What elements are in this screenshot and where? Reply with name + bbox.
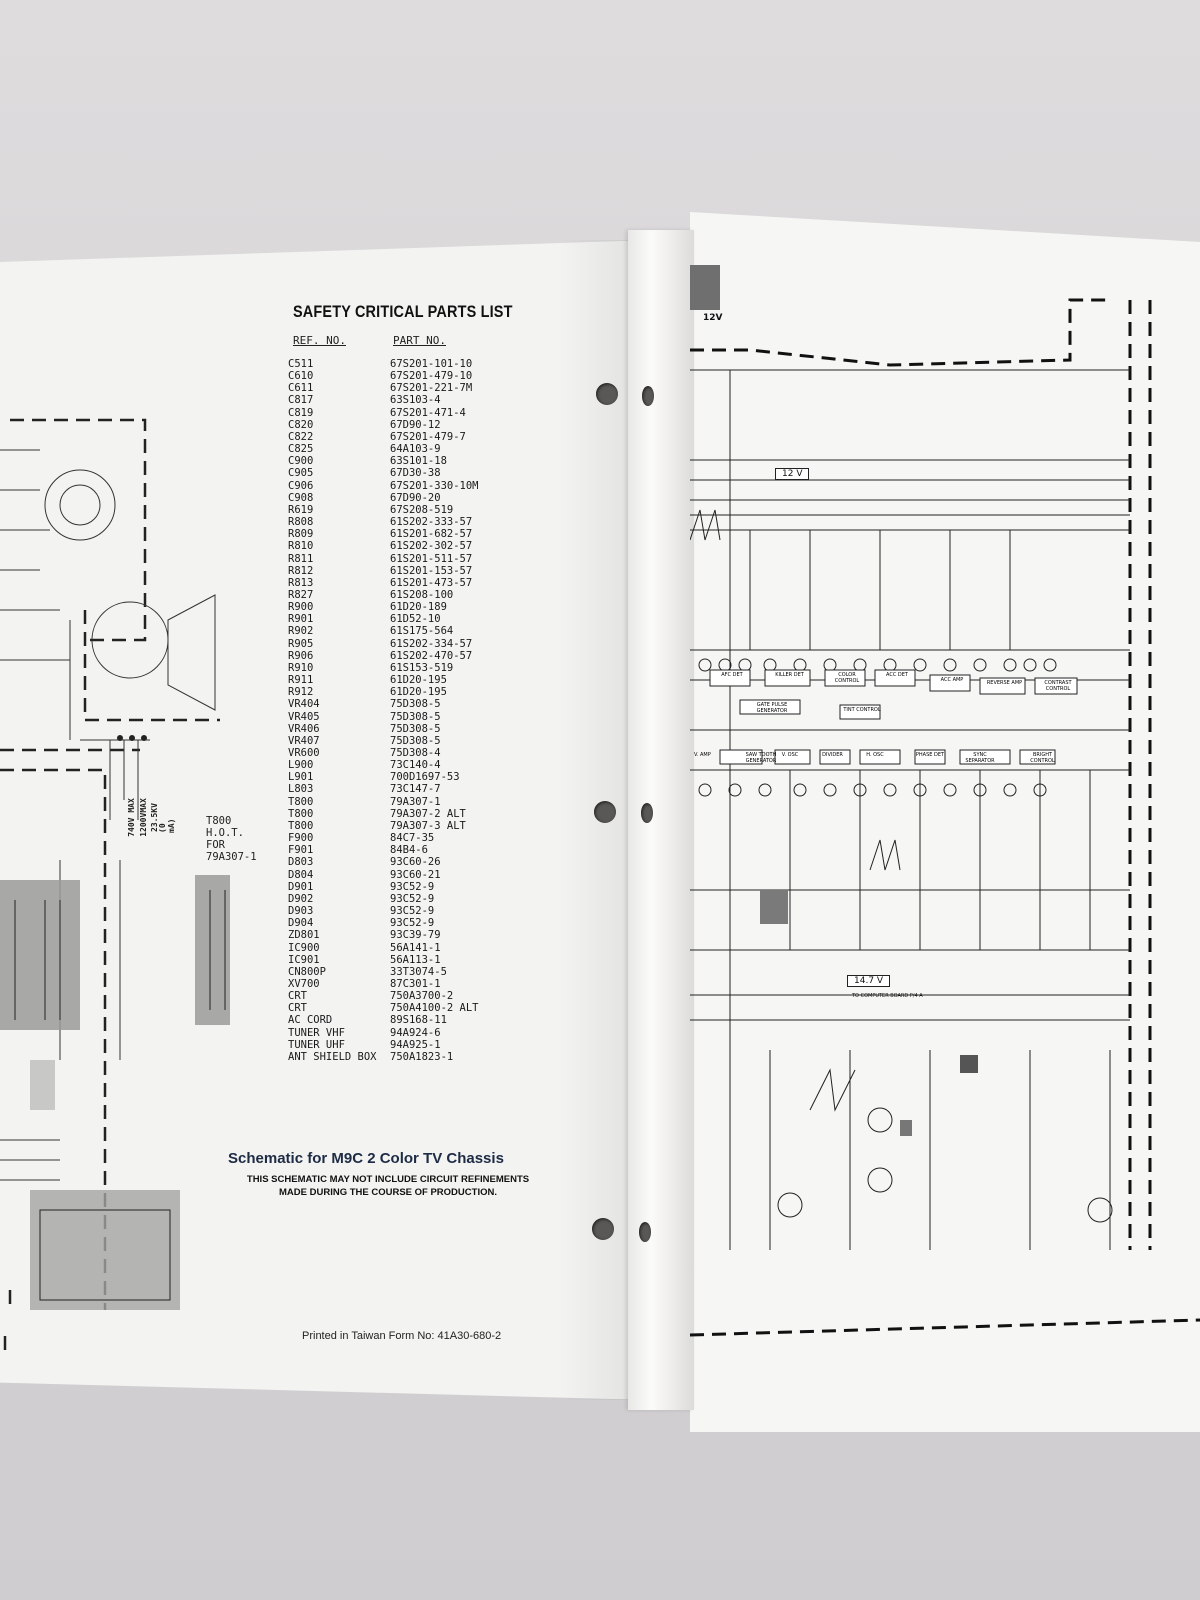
parts-list-row xyxy=(288,723,548,735)
part-number: 67D90-12 xyxy=(390,418,441,431)
parts-list-row xyxy=(288,942,548,954)
parts-list-row xyxy=(288,625,548,637)
part-number: 93C52-9 xyxy=(390,905,435,918)
parts-list-row xyxy=(288,455,548,467)
part-number: 56A113-1 xyxy=(390,953,441,966)
part-number: 61S201-473-57 xyxy=(390,576,473,589)
part-number: 63S101-18 xyxy=(390,455,447,468)
part-number: 67S201-471-4 xyxy=(390,406,466,419)
parts-list-row xyxy=(288,929,548,941)
part-number: 61D52-10 xyxy=(390,613,441,626)
parts-list-row xyxy=(288,796,548,808)
part-number: 61D20-189 xyxy=(390,601,447,614)
parts-list-row xyxy=(288,771,548,783)
part-number: 79A307-3 ALT xyxy=(390,819,466,832)
ref-number: VR407 xyxy=(288,734,320,747)
ref-number: ZD801 xyxy=(288,929,320,942)
part-number: 89S168-11 xyxy=(390,1014,447,1027)
ref-number: F900 xyxy=(288,832,314,845)
ref-number: R827 xyxy=(288,588,314,601)
part-number: 61S201-511-57 xyxy=(390,552,473,565)
part-number: 84B4-6 xyxy=(390,844,428,857)
block-bright-control: BRIGHT CONTROL xyxy=(1030,752,1055,764)
ref-number: L803 xyxy=(288,783,314,796)
parts-list-row xyxy=(288,674,548,686)
hv-label-4: (0 mA) xyxy=(158,818,176,833)
ref-number: C610 xyxy=(288,370,314,383)
left-schematic xyxy=(0,260,230,1370)
part-number: 93C60-26 xyxy=(390,856,441,869)
block-acc-amp: ACC AMP xyxy=(940,677,964,683)
ref-number: C611 xyxy=(288,382,314,395)
parts-list-row xyxy=(288,990,548,1002)
parts-list-row xyxy=(288,565,548,577)
t800-note-line: T800 xyxy=(206,815,232,827)
parts-list-title: SAFETY CRITICAL PARTS LIST xyxy=(293,302,513,321)
parts-list-row xyxy=(288,540,548,552)
parts-list-row xyxy=(288,443,548,455)
part-number: 61D20-195 xyxy=(390,686,447,699)
part-number: 61S202-302-57 xyxy=(390,540,473,553)
part-number: 61S202-334-57 xyxy=(390,637,473,650)
part-number: 93C39-79 xyxy=(390,929,441,942)
parts-list-row xyxy=(288,1002,548,1014)
part-number: 64A103-9 xyxy=(390,443,441,456)
part-number: 67D90-20 xyxy=(390,491,441,504)
ref-number: T800 xyxy=(288,795,314,808)
part-number: 75D308-5 xyxy=(390,734,441,747)
ref-number: C822 xyxy=(288,430,314,443)
parts-list-row xyxy=(288,1027,548,1039)
parts-list-row xyxy=(288,419,548,431)
parts-list-row xyxy=(288,966,548,978)
block-saw-tooth: SAW TOOTH GENERATOR xyxy=(745,752,777,764)
ref-number: R902 xyxy=(288,625,314,638)
part-number: 61S202-470-57 xyxy=(390,649,473,662)
binder-hole-middle-right xyxy=(641,803,653,823)
ref-number: C511 xyxy=(288,358,314,370)
ref-number: R619 xyxy=(288,503,314,516)
ref-number: R900 xyxy=(288,601,314,614)
page-fold xyxy=(628,230,694,1410)
ref-number: T800 xyxy=(288,819,314,832)
parts-list-row xyxy=(288,893,548,905)
parts-list-row xyxy=(288,1039,548,1051)
parts-list-row xyxy=(288,832,548,844)
ref-number: C908 xyxy=(288,491,314,504)
part-number: 61S153-519 xyxy=(390,661,454,674)
part-number: 73C140-4 xyxy=(390,759,441,772)
schematic-caption-note xyxy=(228,1173,548,1199)
parts-list-row xyxy=(288,467,548,479)
part-number: 63S103-4 xyxy=(390,394,441,407)
part-number: 94A925-1 xyxy=(390,1038,441,1051)
block-h-osc: H. OSC xyxy=(866,752,884,758)
block-killer-det: KILLER DET xyxy=(775,672,804,678)
ref-number: R809 xyxy=(288,528,314,541)
parts-list-row xyxy=(288,698,548,710)
block-color-control: COLOR CONTROL xyxy=(834,672,860,684)
ref-number: R911 xyxy=(288,674,314,687)
parts-list-row xyxy=(288,869,548,881)
ref-number: T800 xyxy=(288,807,314,820)
parts-list-row xyxy=(288,553,548,565)
part-number: 93C52-9 xyxy=(390,917,435,930)
ref-number: VR600 xyxy=(288,747,320,759)
parts-list-row xyxy=(288,480,548,492)
part-number: 93C52-9 xyxy=(390,880,435,893)
ref-number: R811 xyxy=(288,552,314,565)
part-number: 67S201-479-10 xyxy=(390,370,473,383)
block-gate-pulse: GATE PULSE GENERATOR xyxy=(756,702,788,714)
binder-hole-middle-left xyxy=(594,801,616,823)
part-number: 67S201-221-7M xyxy=(390,382,473,395)
parts-list-row xyxy=(288,711,548,723)
ref-number: D901 xyxy=(288,880,314,893)
ref-number: ANT SHIELD BOX xyxy=(288,1050,377,1063)
part-number: 61S202-333-57 xyxy=(390,516,473,529)
binder-hole-bottom-right xyxy=(639,1222,651,1242)
ref-number: CRT xyxy=(288,1002,307,1015)
part-number: 67S201-479-7 xyxy=(390,430,466,443)
parts-list-row xyxy=(288,613,548,625)
part-number: 750A4100-2 ALT xyxy=(390,1002,479,1015)
ref-number: C825 xyxy=(288,443,314,456)
part-number: 84C7-35 xyxy=(390,832,435,845)
part-number: 750A3700-2 xyxy=(390,990,454,1003)
ref-number: C819 xyxy=(288,406,314,419)
parts-list-row xyxy=(288,954,548,966)
parts-list-row xyxy=(288,662,548,674)
ref-number: D804 xyxy=(288,868,314,881)
part-number: 93C60-21 xyxy=(390,868,441,881)
part-number: 61S201-682-57 xyxy=(390,528,473,541)
parts-list-row xyxy=(288,747,548,759)
parts-list-row xyxy=(288,492,548,504)
part-number: 56A141-1 xyxy=(390,941,441,954)
parts-list-row xyxy=(288,431,548,443)
ref-number: TUNER UHF xyxy=(288,1038,345,1051)
ref-number: L901 xyxy=(288,771,314,784)
part-number: 61S175-564 xyxy=(390,625,454,638)
part-number: 94A924-6 xyxy=(390,1026,441,1039)
label-12v-top: 12V xyxy=(703,313,723,323)
ref-number: D903 xyxy=(288,905,314,918)
part-number: 67D30-38 xyxy=(390,467,441,480)
part-number: 93C52-9 xyxy=(390,892,435,905)
parts-list-row xyxy=(288,407,548,419)
ref-number: IC901 xyxy=(288,953,320,966)
ref-number: C906 xyxy=(288,479,314,492)
ref-number: D904 xyxy=(288,917,314,930)
parts-list-row xyxy=(288,358,548,370)
block-divider: DIVIDER xyxy=(822,752,843,758)
hv-label-3: 23.5KV xyxy=(149,803,159,832)
hv-label-2: 1200VMAX xyxy=(138,798,148,837)
ref-number: C817 xyxy=(288,394,314,407)
ref-number: VR404 xyxy=(288,698,320,711)
block-phase-det: PHASE DET xyxy=(915,752,945,758)
block-sync-separator: SYNC SEPARATOR xyxy=(965,752,995,764)
block-contrast-control: CONTRAST CONTROL xyxy=(1044,680,1072,692)
parts-list-row xyxy=(288,650,548,662)
ref-number: C820 xyxy=(288,418,314,431)
part-number: 87C301-1 xyxy=(390,977,441,990)
block-afc-det: AFC DET xyxy=(721,672,743,678)
ref-number: R808 xyxy=(288,516,314,529)
t800-note-line: FOR xyxy=(206,839,225,851)
parts-list-row xyxy=(288,516,548,528)
part-number: 33T3074-5 xyxy=(390,965,447,978)
parts-list-row xyxy=(288,394,548,406)
parts-list-row xyxy=(288,382,548,394)
part-number: 73C147-7 xyxy=(390,783,441,796)
ref-number: TUNER VHF xyxy=(288,1026,345,1039)
block-v-amp: V. AMP xyxy=(694,752,711,758)
parts-list-row xyxy=(288,601,548,613)
ref-number: IC900 xyxy=(288,941,320,954)
parts-list-row xyxy=(288,783,548,795)
parts-list-row xyxy=(288,686,548,698)
parts-list-row xyxy=(288,370,548,382)
ref-number: R905 xyxy=(288,637,314,650)
parts-list-row xyxy=(288,638,548,650)
part-column-header: PART NO. xyxy=(393,334,446,347)
parts-list xyxy=(288,358,548,1063)
part-number: 700D1697-53 xyxy=(390,771,460,784)
part-number: 61S201-153-57 xyxy=(390,564,473,577)
part-number: 750A1823-1 xyxy=(390,1050,454,1063)
part-number: 61D20-195 xyxy=(390,674,447,687)
parts-list-row xyxy=(288,589,548,601)
block-reverse-amp: REVERSE AMP xyxy=(986,680,1023,686)
binder-hole-bottom-left xyxy=(592,1218,614,1240)
label-12v-bus: 12 V xyxy=(775,468,809,480)
parts-list-row xyxy=(288,1014,548,1026)
t800-note-line: H.O.T. xyxy=(206,827,244,839)
parts-list-row xyxy=(288,504,548,516)
parts-list-row xyxy=(288,917,548,929)
part-number: 75D308-5 xyxy=(390,698,441,711)
ref-number: R910 xyxy=(288,661,314,674)
ref-number: D803 xyxy=(288,856,314,869)
ref-number: R812 xyxy=(288,564,314,577)
parts-list-row xyxy=(288,528,548,540)
ref-number: R813 xyxy=(288,576,314,589)
parts-list-row xyxy=(288,808,548,820)
ref-number: R810 xyxy=(288,540,314,553)
binder-hole-top-left xyxy=(596,383,618,405)
ref-number: AC CORD xyxy=(288,1014,333,1027)
parts-list-row xyxy=(288,856,548,868)
caption-note-line-2: MADE DURING THE COURSE OF PRODUCTION. xyxy=(279,1187,497,1198)
part-number: 79A307-1 xyxy=(390,795,441,808)
ref-number: XV700 xyxy=(288,977,320,990)
schematic-caption-title: Schematic for M9C 2 Color TV Chassis xyxy=(228,1150,504,1167)
label-14-7v-bus: 14.7 V xyxy=(847,975,890,987)
binder-hole-top-right xyxy=(642,386,654,406)
parts-list-row xyxy=(288,905,548,917)
t800-note-line: 79A307-1 xyxy=(206,851,257,863)
part-number: 67S201-101-10 xyxy=(390,358,473,370)
caption-note-line-1: THIS SCHEMATIC MAY NOT INCLUDE CIRCUIT REFINEMENTS xyxy=(246,1174,530,1185)
part-number: 75D308-5 xyxy=(390,722,441,735)
label-to-computer: TO COMPUTER BOARD P/4 A xyxy=(852,993,923,999)
right-schematic xyxy=(690,250,1200,1400)
ref-number: CRT xyxy=(288,990,307,1003)
part-number: 61S208-100 xyxy=(390,588,454,601)
part-number: 67S201-330-10M xyxy=(390,479,479,492)
form-number-footer: Printed in Taiwan Form No: 41A30-680-2 xyxy=(302,1330,502,1342)
ref-number: D902 xyxy=(288,892,314,905)
part-number: 67S208-519 xyxy=(390,503,454,516)
parts-list-row xyxy=(288,978,548,990)
ref-number: L900 xyxy=(288,759,314,772)
t800-note xyxy=(206,815,257,863)
parts-list-row xyxy=(288,820,548,832)
hv-label-1: 740V MAX xyxy=(126,798,136,837)
part-number: 75D308-4 xyxy=(390,747,441,759)
parts-list-row xyxy=(288,844,548,856)
ref-number: R912 xyxy=(288,686,314,699)
ref-number: F901 xyxy=(288,844,314,857)
parts-list-row xyxy=(288,881,548,893)
block-v-osc: V. OSC xyxy=(781,752,799,758)
block-acc-det: ACC DET xyxy=(886,672,908,678)
block-tint-control: TINT CONTROL xyxy=(843,707,881,713)
parts-list-row xyxy=(288,577,548,589)
parts-list-row xyxy=(288,759,548,771)
ref-number: R906 xyxy=(288,649,314,662)
ref-number: C900 xyxy=(288,455,314,468)
ref-number: VR406 xyxy=(288,722,320,735)
ref-number: VR405 xyxy=(288,710,320,723)
ref-number: R901 xyxy=(288,613,314,626)
parts-list-row xyxy=(288,1051,548,1063)
hv-labels xyxy=(118,795,178,855)
ref-column-header: REF. NO. xyxy=(293,334,346,347)
part-number: 75D308-5 xyxy=(390,710,441,723)
part-number: 79A307-2 ALT xyxy=(390,807,466,820)
ref-number: C905 xyxy=(288,467,314,480)
ref-number: CN800P xyxy=(288,965,326,978)
parts-list-row xyxy=(288,735,548,747)
